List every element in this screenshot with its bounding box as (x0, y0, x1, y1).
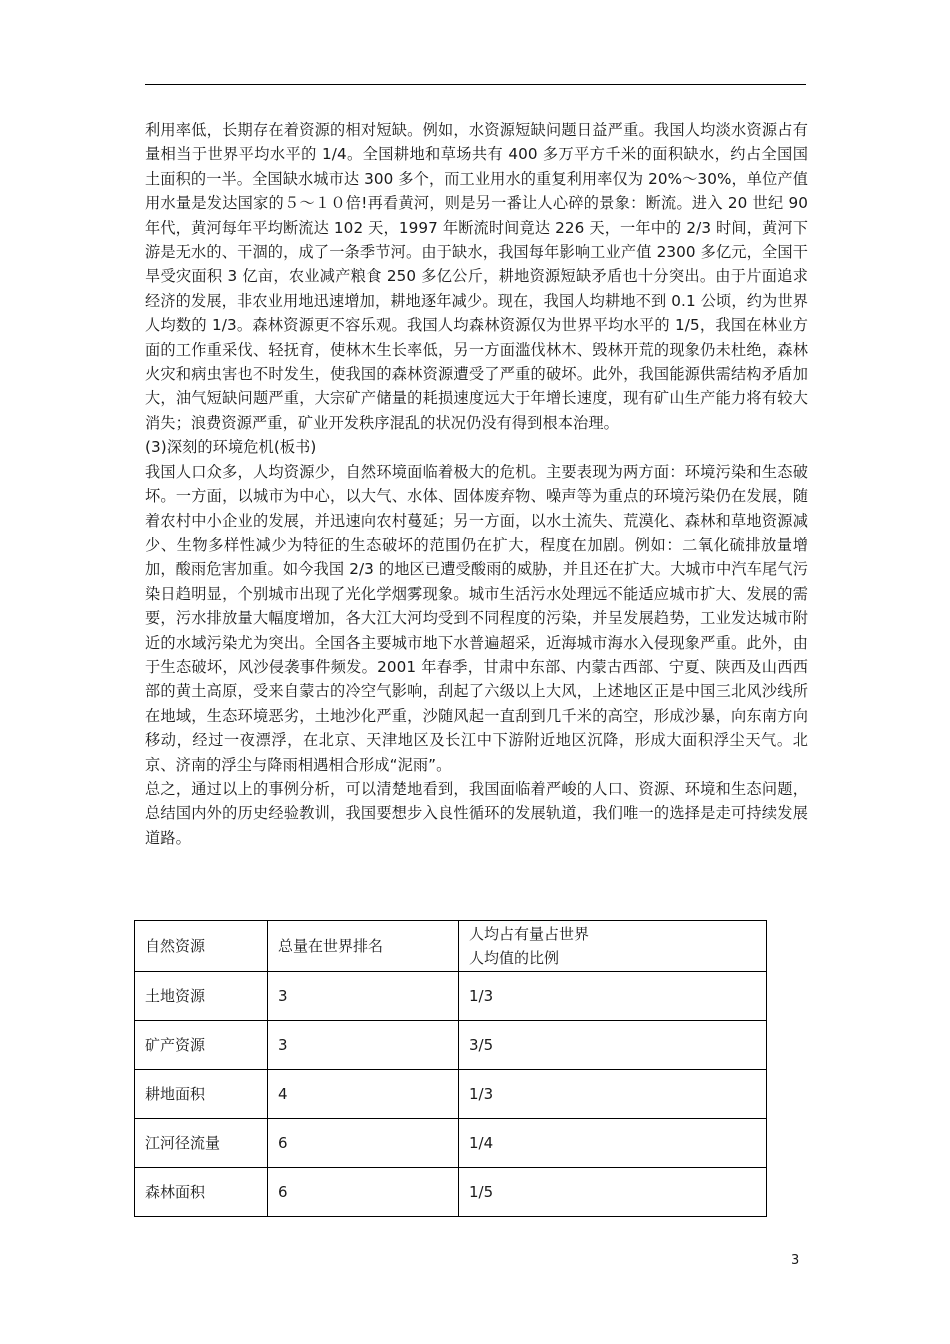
table-row (135, 1021, 767, 1070)
table-cell: 江河径流量 (135, 1119, 268, 1168)
page-number: 3 (791, 1253, 800, 1268)
paragraph-resources: 利用率低，长期存在着资源的相对短缺。例如，水资源短缺问题日益严重。我国人均淡水资源占有量相当于世界平均水平的 1/4。全国耕地和草场共有 400 多万平方千米的面积缺水，约占全国国土面积的一半。全国缺水城市达 300 多个，而工业用水的重复利用率仅为 20%～30%，单位产值用水量是发达国家的５～１０倍!再看黄河，则是另一番让人心碎的景象：断流。进入 20 世纪 90 年代，黄河每年平均断流达 102 天，1997 年断流时间竟达 226 天，一年中的 2/3 时间，黄河下游是无水的、干涸的，成了一条季节河。由于缺水，我国每年影响工业产值 2300 多亿元，全国干旱受灾面积 3 亿亩，农业减产粮食 250 多亿公斤，耕地资源短缺矛盾也十分突出。由于片面追求经济的发展，非农业用地迅速增加，耕地逐年减少。现在，我国人均耕地不到 0.1 公顷，约为世界人均数的 1/3。森林资源更不容乐观。我国人均森林资源仅为世界平均水平的 1/5，我国在林业方面的工作重采伐、轻抚育，使林木生长率低，另一方面滥伐林木、毁林开荒的现象仍未杜绝，森林火灾和病虫害也不时发生，使我国的森林资源遭受了严重的破坏。此外，我国能源供需结构矛盾加大，油气短缺问题严重，大宗矿产储量的耗损速度远大于年增长速度，现有矿山生产能力将有较大消失；浪费资源严重，矿业开发秩序混乱的状况仍没有得到根本治理。 (145, 121, 809, 432)
table-cell: 3 (268, 1021, 459, 1070)
table-cell: 1/4 (459, 1119, 767, 1168)
table-cell: 6 (268, 1119, 459, 1168)
table-row (135, 1168, 767, 1217)
table-cell: 矿产资源 (135, 1021, 268, 1070)
header-cell: 自然资源 (135, 921, 268, 972)
header-cell (459, 921, 767, 972)
table-cell: 土地资源 (135, 972, 268, 1021)
paragraph-conclusion: 总之，通过以上的事例分析，可以清楚地看到，我国面临着严峻的人口、资源、环境和生态问题，总结国内外的历史经验教训，我国要想步入良性循环的发展轨道，我们唯一的选择是走可持续发展道路。 (145, 779, 808, 847)
body-text (145, 118, 808, 850)
table-cell: 6 (268, 1168, 459, 1217)
header-rule (145, 84, 806, 85)
header-cell: 总量在世界排名 (268, 921, 459, 972)
table-cell: 3/5 (459, 1021, 767, 1070)
table-header-row (135, 921, 767, 972)
table-cell: 耕地面积 (135, 1070, 268, 1119)
paragraph-environment: 我国人口众多，人均资源少，自然环境面临着极大的危机。主要表现为两方面：环境污染和生态破坏。一方面，以城市为中心，以大气、水体、固体废弃物、噪声等为重点的环境污染仍在发展，随着农村中小企业的发展，并迅速向农村蔓延；另一方面，以水土流失、荒漠化、森林和草地资源减少、生物多样性减少为特征的生态破坏的范围仍在扩大，程度在加剧。例如：二氧化硫排放量增加，酸雨危害加重。如今我国 2/3 的地区已遭受酸雨的威胁，并且还在扩大。大城市中汽车尾气污染日趋明显，个别城市出现了光化学烟雾现象。城市生活污水处理远不能适应城市扩大、发展的需要，污水排放量大幅度增加，各大江大河均受到不同程度的污染，并呈发展趋势，工业发达城市附近的水域污染尤为突出。全国各主要城市地下水普遍超采，近海城市海水入侵现象严重。此外，由于生态破坏，风沙侵袭事件频发。2001 年春季，甘肃中东部、内蒙古西部、宁夏、陕西及山西西部的黄土高原，受来自蒙古的冷空气影响，刮起了六级以上大风，上述地区正是中国三北风沙线所在地域，生态环境恶劣，土地沙化严重，沙随风起一直刮到几千米的高空，形成沙暴，向东南方向移动，经过一夜漂浮，在北京、天津地区及长江中下游附近地区沉降，形成大面积浮尘天气。北京、济南的浮尘与降雨相遇相合形成“泥雨”。 (145, 462, 808, 774)
header-line-1: 人均占有量占世界 (469, 925, 590, 943)
table-row (135, 1119, 767, 1168)
table-cell: 4 (268, 1070, 459, 1119)
resource-ranking-table (134, 920, 767, 1217)
table-row (135, 972, 767, 1021)
header-line-2: 人均值的比例 (469, 949, 560, 967)
table-cell: 1/5 (459, 1168, 767, 1217)
table-cell: 森林面积 (135, 1168, 268, 1217)
table-cell: 1/3 (459, 1070, 767, 1119)
table-cell: 1/3 (459, 972, 767, 1021)
section-heading: (3)深刻的环境危机(板书) (145, 438, 317, 457)
table-row (135, 1070, 767, 1119)
table-cell: 3 (268, 972, 459, 1021)
